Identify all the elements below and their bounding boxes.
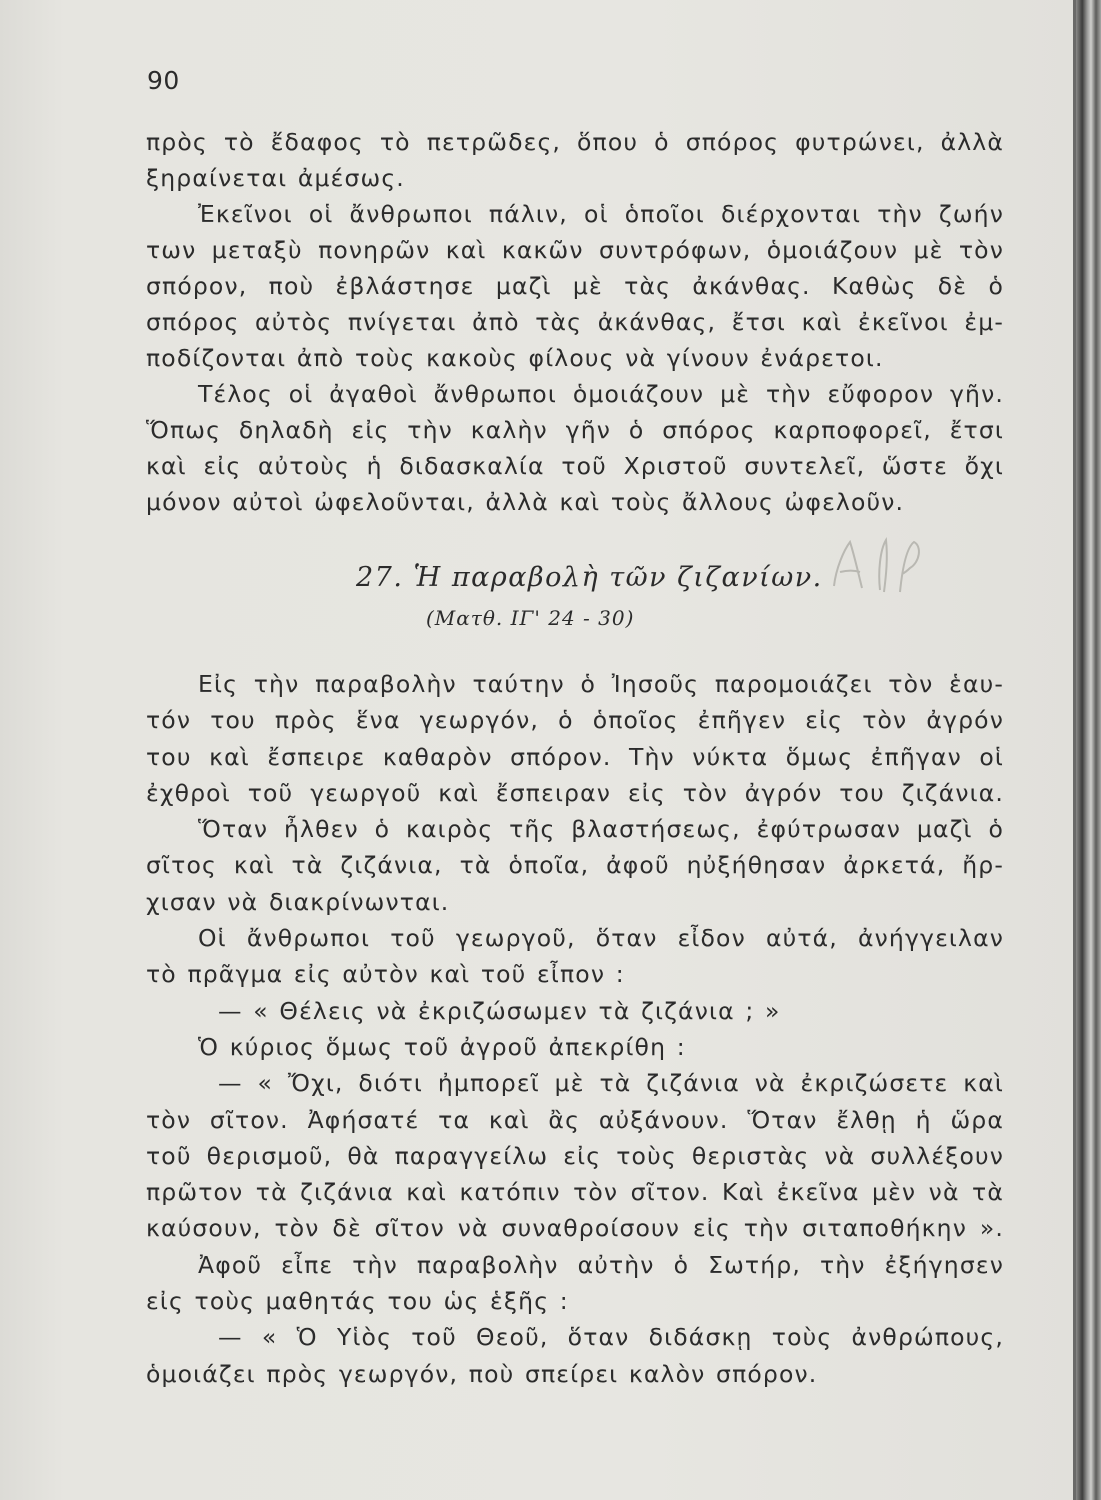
text-line: του καὶ ἔσπειρε καθαρὸν σπόρον. Τὴν νύκτα ὅμως ἐπῆγαν οἱ (146, 742, 1004, 771)
text-line: Ἐκεῖνοι οἱ ἄνθρωποι πάλιν, οἱ ὁποῖοι διέρχονται τὴν ζωήν (198, 200, 1004, 228)
text-line: πρὸς τὸ ἔδαφος τὸ πετρῶδες, ὅπου ὁ σπόρος φυτρώνει, ἀλλὰ (146, 128, 1004, 156)
text-line: τόν του πρὸς ἕνα γεωργόν, ὁ ὁποῖος ἐπῆγεν εἰς τὸν ἀγρόν (146, 706, 1004, 735)
text-line: ἐχθροὶ τοῦ γεωργοῦ καὶ ἔσπειραν εἰς τὸν ἀγρόν του ζιζάνια. (146, 778, 1004, 807)
text-line: Τέλος οἱ ἀγαθοὶ ἄνθρωποι ὁμοιάζουν μὲ τὴν εὔφορον γῆν. (198, 380, 1004, 408)
text-line: ὁμοιάζει πρὸς γεωργόν, ποὺ σπείρει καλὸν σπόρον. (146, 1359, 818, 1388)
pencil-annotation-mark (822, 528, 932, 598)
section-1-text (146, 124, 1004, 520)
text-line: Ἀφοῦ εἶπε τὴν παραβολὴν αὐτὴν ὁ Σωτήρ, τὴν ἐξήγησεν (198, 1250, 1004, 1279)
text-line: σῖτος καὶ τὰ ζιζάνια, τὰ ὁποῖα, ἀφοῦ ηὐξήθησαν ἀρκετά, ἤρ- (146, 851, 1004, 880)
text-line: — « Ὁ Υἱὸς τοῦ Θεοῦ, ὅταν διδάσκῃ τοὺς ἀνθρώπους, (218, 1323, 1004, 1352)
text-line: Ὅπως δηλαδὴ εἰς τὴν καλὴν γῆν ὁ σπόρος καρποφορεῖ, ἔτσι (146, 416, 1004, 444)
text-line: μόνον αὐτοὶ ὠφελοῦνται, ἀλλὰ καὶ τοὺς ἄλλους ὠφελοῦν. (146, 488, 905, 516)
text-line: — « Θέλεις νὰ ἐκριζώσωμεν τὰ ζιζάνια ; » (218, 996, 781, 1025)
text-line: καύσουν, τὸν δὲ σῖτον νὰ συναθροίσουν εἰς τὴν σιταποθήκην ». (146, 1214, 1004, 1243)
text-line: — « Ὄχι, διότι ἠμπορεῖ μὲ τὰ ζιζάνια νὰ ἐκριζώσετε καὶ (218, 1069, 1004, 1098)
text-line: Ὁ κύριος ὅμως τοῦ ἀγροῦ ἀπεκρίθη : (198, 1032, 686, 1061)
chapter-reference: (Ματθ. ΙΓ' 24 - 30) (426, 606, 635, 630)
text-line: χισαν νὰ διακρίνωνται. (146, 887, 450, 916)
text-line: τοῦ θερισμοῦ, θὰ παραγγείλω εἰς τοὺς θεριστὰς νὰ συλλέξουν (146, 1141, 1004, 1170)
text-line: ξηραίνεται ἀμέσως. (146, 164, 405, 192)
chapter-title: 27. Ἡ παραβολὴ τῶν ζιζανίων. (356, 562, 823, 593)
text-line: πρῶτον τὰ ζιζάνια καὶ κατόπιν τὸν σῖτον. Καὶ ἐκεῖνα μὲν νὰ τὰ (146, 1178, 1004, 1207)
text-line: τὸ πρᾶγμα εἰς αὐτὸν καὶ τοῦ εἶπον : (146, 960, 625, 989)
text-line: Οἱ ἄνθρωποι τοῦ γεωργοῦ, ὅταν εἶδον αὐτά, ἀνήγγειλαν (198, 924, 1004, 953)
text-line: ποδίζονται ἀπὸ τοὺς κακοὺς φίλους νὰ γίνουν ἐνάρετοι. (146, 344, 884, 372)
text-line: τὸν σῖτον. Ἀφήσατέ τα καὶ ἂς αὐξάνουν. Ὅταν ἔλθῃ ἡ ὥρα (146, 1105, 1004, 1134)
page-number: 90 (147, 66, 180, 95)
text-line: σπόρος αὐτὸς πνίγεται ἀπὸ τὰς ἀκάνθας, ἔτσι καὶ ἐκεῖνοι ἐμ- (146, 308, 1004, 336)
text-line: Ὅταν ἦλθεν ὁ καιρὸς τῆς βλαστήσεως, ἐφύτρωσαν μαζὶ ὁ (198, 815, 1004, 844)
text-line: καὶ εἰς αὐτοὺς ἡ διδασκαλία τοῦ Χριστοῦ συντελεῖ, ὥστε ὄχι (146, 452, 1004, 480)
section-2-text (146, 666, 1004, 1392)
text-line: σπόρον, ποὺ ἐβλάστησε μαζὶ μὲ τὰς ἀκάνθας. Καθὼς δὲ ὁ (146, 272, 1004, 300)
text-line: εἰς τοὺς μαθητάς του ὡς ἑξῆς : (146, 1287, 569, 1316)
book-spine (1076, 0, 1101, 1500)
text-line: Εἰς τὴν παραβολὴν ταύτην ὁ Ἰησοῦς παρομοιάζει τὸν ἑαυ- (198, 670, 1004, 698)
text-line: των μεταξὺ πονηρῶν καὶ κακῶν συντρόφων, ὁμοιάζουν μὲ τὸν (146, 236, 1004, 264)
